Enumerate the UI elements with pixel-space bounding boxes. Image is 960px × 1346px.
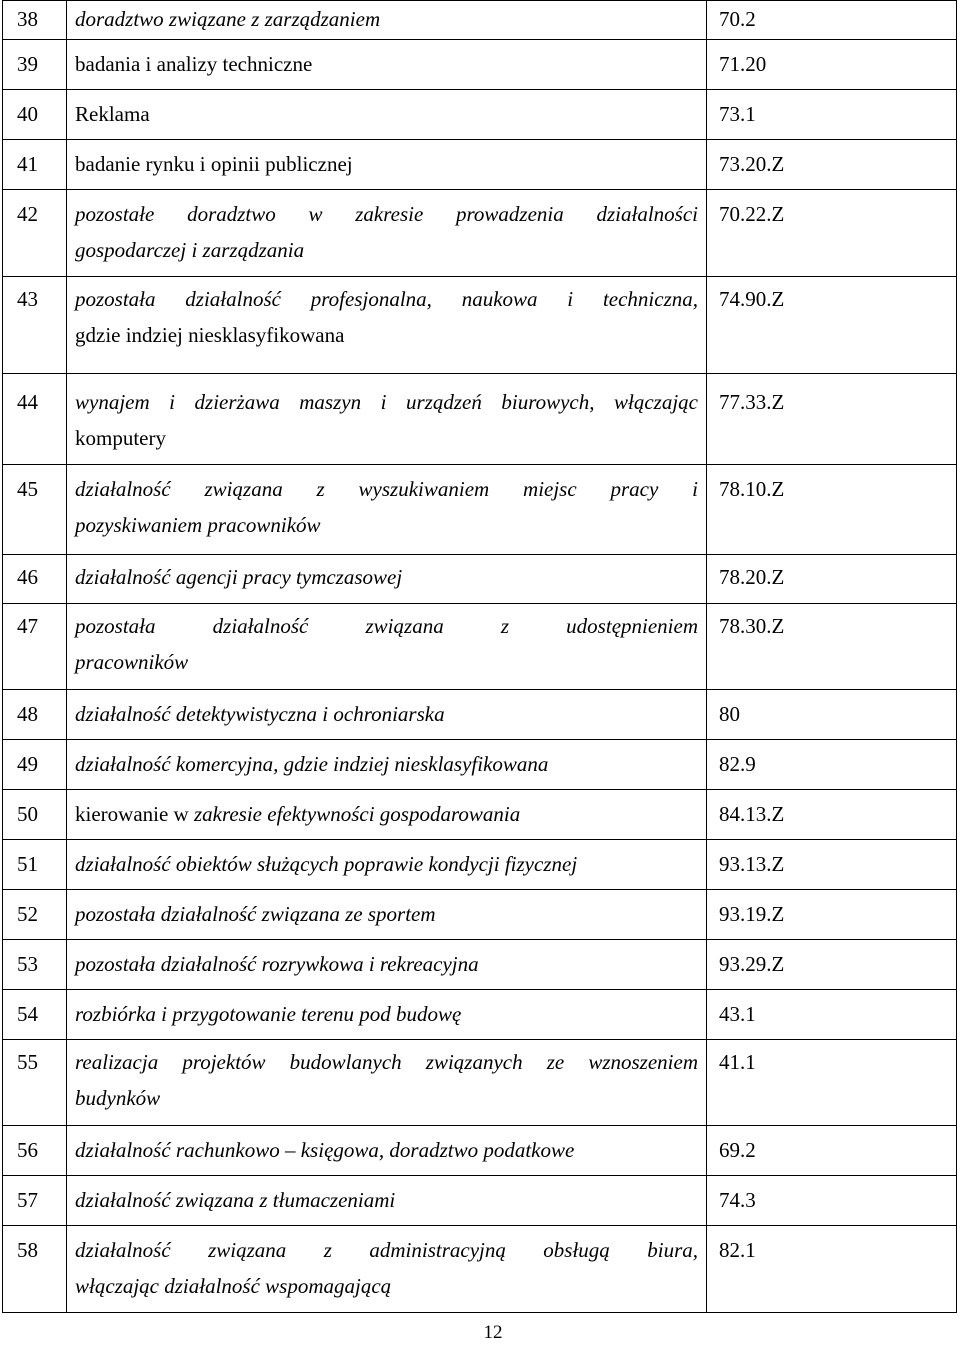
row-number: 42	[3, 190, 67, 277]
row-number: 45	[3, 465, 67, 555]
activity-description: badanie rynku i opinii publicznej	[67, 140, 707, 190]
table-row	[3, 1226, 957, 1313]
table-row	[3, 1040, 957, 1126]
row-number: 54	[3, 990, 67, 1040]
activity-code: 70.22.Z	[707, 190, 957, 277]
activity-description: działalność detektywistyczna i ochroniarska	[67, 690, 707, 740]
activity-description: pozostała działalność rozrywkowa i rekreacyjna	[67, 940, 707, 990]
activity-code: 73.20.Z	[707, 140, 957, 190]
description-part-b: zakresie efektywności gospodarowania	[193, 802, 521, 826]
row-number: 56	[3, 1126, 67, 1176]
table-row	[3, 890, 957, 940]
row-number: 46	[3, 555, 67, 604]
row-number: 44	[3, 374, 67, 465]
description-line-2: gdzie indziej niesklasyfikowana	[75, 323, 345, 347]
activity-description: działalność rachunkowo – księgowa, doradztwo podatkowe	[67, 1126, 707, 1176]
table-row	[3, 40, 957, 90]
activity-code: 93.29.Z	[707, 940, 957, 990]
table-row	[3, 940, 957, 990]
row-number: 51	[3, 840, 67, 890]
page-number: 12	[483, 1322, 503, 1343]
activity-description: rozbiórka i przygotowanie terenu pod budowę	[67, 990, 707, 1040]
table-row	[3, 990, 957, 1040]
activity-description	[67, 1040, 707, 1126]
row-number: 41	[3, 140, 67, 190]
description-line-1: pozostała działalność związana z udostępnieniem	[75, 614, 698, 638]
row-number: 52	[3, 890, 67, 940]
activity-code: 74.3	[707, 1176, 957, 1226]
table-row	[3, 465, 957, 555]
activity-code: 74.90.Z	[707, 277, 957, 374]
activity-description	[67, 1226, 707, 1313]
row-number: 43	[3, 277, 67, 374]
activity-code: 73.1	[707, 90, 957, 140]
description-line-2: budynków	[75, 1086, 161, 1110]
activity-code: 41.1	[707, 1040, 957, 1126]
table-row	[3, 604, 957, 690]
activity-description	[67, 604, 707, 690]
row-number: 39	[3, 40, 67, 90]
description-line-2: gospodarczej i zarządzania	[75, 238, 305, 262]
activity-description: działalność agencji pracy tymczasowej	[67, 555, 707, 604]
description-line-1: pozostałe doradztwo w zakresie prowadzenia działalności	[75, 202, 698, 226]
description-line-2: pozyskiwaniem pracowników	[75, 513, 321, 537]
activity-code: 43.1	[707, 990, 957, 1040]
activity-description	[67, 190, 707, 277]
activity-description	[67, 790, 707, 840]
activity-code: 82.9	[707, 740, 957, 790]
description-line-1: działalność związana z administracyjną obsługą biura,	[75, 1238, 698, 1262]
activity-code: 84.13.Z	[707, 790, 957, 840]
row-number: 49	[3, 740, 67, 790]
activity-description	[67, 465, 707, 555]
table-row	[3, 790, 957, 840]
activity-code: 78.10.Z	[707, 465, 957, 555]
table-row	[3, 1126, 957, 1176]
table-row	[3, 1, 957, 40]
description-line-2: włączając działalność wspomagającą	[75, 1274, 392, 1298]
table-row	[3, 374, 957, 465]
activity-description	[67, 374, 707, 465]
table-row	[3, 555, 957, 604]
activity-code: 78.20.Z	[707, 555, 957, 604]
description-line-1: realizacja projektów budowlanych związanych ze wznoszeniem	[75, 1050, 698, 1074]
activity-code: 69.2	[707, 1126, 957, 1176]
row-number: 40	[3, 90, 67, 140]
table-row	[3, 277, 957, 374]
activity-description: działalność obiektów służących poprawie kondycji fizycznej	[67, 840, 707, 890]
description-line-1: pozostała działalność profesjonalna, naukowa i techniczna,	[75, 287, 698, 311]
description-line-1: działalność związana z wyszukiwaniem miejsc pracy i	[75, 477, 698, 501]
table-row	[3, 90, 957, 140]
row-number: 47	[3, 604, 67, 690]
activity-description: Reklama	[67, 90, 707, 140]
activity-code: 82.1	[707, 1226, 957, 1313]
table-row	[3, 190, 957, 277]
description-line-1: wynajem i dzierżawa maszyn i urządzeń biurowych, włączając	[75, 390, 698, 414]
activity-description: doradztwo związane z zarządzaniem	[67, 1, 707, 40]
activity-description: pozostała działalność związana ze sportem	[67, 890, 707, 940]
activity-code: 77.33.Z	[707, 374, 957, 465]
activity-code: 80	[707, 690, 957, 740]
row-number: 57	[3, 1176, 67, 1226]
activity-codes-table	[2, 0, 957, 1313]
table-row	[3, 1176, 957, 1226]
row-number: 58	[3, 1226, 67, 1313]
table-row	[3, 690, 957, 740]
table-row	[3, 740, 957, 790]
activity-description: działalność związana z tłumaczeniami	[67, 1176, 707, 1226]
row-number: 48	[3, 690, 67, 740]
activity-code: 78.30.Z	[707, 604, 957, 690]
description-line-2: pracowników	[75, 650, 189, 674]
activity-code: 93.13.Z	[707, 840, 957, 890]
activity-description: działalność komercyjna, gdzie indziej niesklasyfikowana	[67, 740, 707, 790]
description-line-2: komputery	[75, 426, 166, 450]
table-row	[3, 840, 957, 890]
row-number: 53	[3, 940, 67, 990]
description-part-a: kierowanie w	[75, 802, 194, 826]
row-number: 55	[3, 1040, 67, 1126]
row-number: 38	[3, 1, 67, 40]
activity-code: 70.2	[707, 1, 957, 40]
table-row	[3, 140, 957, 190]
activity-description	[67, 277, 707, 374]
row-number: 50	[3, 790, 67, 840]
activity-code: 71.20	[707, 40, 957, 90]
activity-description: badania i analizy techniczne	[67, 40, 707, 90]
activity-code: 93.19.Z	[707, 890, 957, 940]
